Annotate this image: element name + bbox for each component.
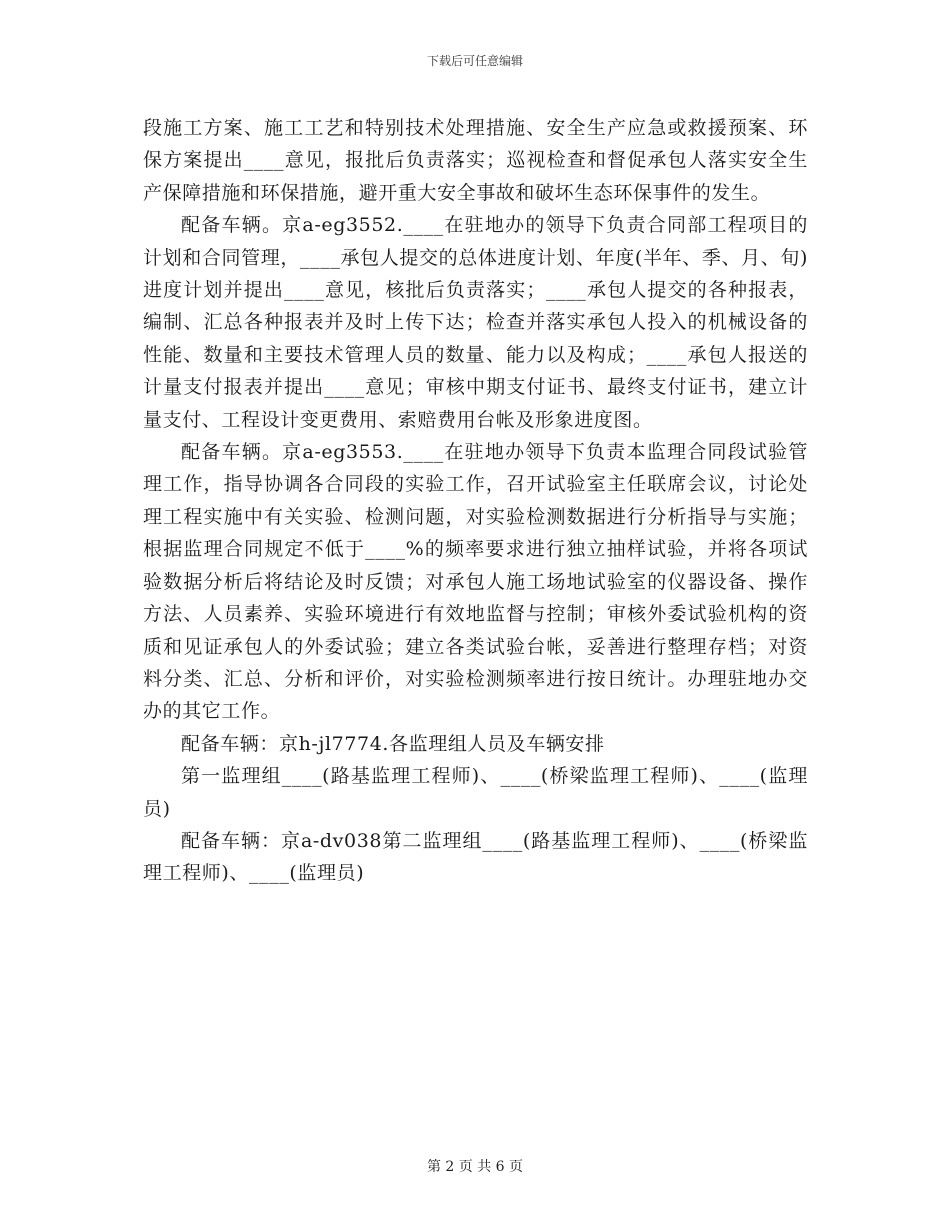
- paragraph-4: 配备车辆：京h-jl7774.各监理组人员及车辆安排: [181, 732, 605, 755]
- paragraph-6: 配备车辆：京a-dv038第二监理组____(路基监理工程师)、____(桥梁监理工程师)、____(监理员): [143, 829, 808, 885]
- page-header: 下载后可任意编辑: [426, 54, 523, 68]
- paragraph-1: 段施工方案、施工工艺和特别技术处理措施、安全生产应急或救援预案、环保方案提出____意见，报批后负责落实；巡视检查和督促承包人落实安全生产保障措施和环保措施，避开重大安全事故和破坏生态环保事件的发生。: [143, 117, 808, 204]
- paragraph-5: 第一监理组____(路基监理工程师)、____(桥梁监理工程师)、____(监理员): [143, 765, 808, 820]
- paragraph-2: 配备车辆。京a-eg3552.____在驻地办的领导下负责合同部工程项目的计划和合同管理，____承包人提交的总体进度计划、年度(半年、季、月、旬)进度计划并提出____意见，核批后负责落实；____承包人提交的各种报表，编制、汇总各种报表并及时上传下达；检查并落实承包人投入的机械设备的性能、数量和主要技术管理人员的数量、能力以及构成；____承包人报送的计量支付报表并提出____意见；审核中期支付证书、最终支付证书，建立计量支付、工程设计变更费用、索赔费用台帐及形象进度图。: [143, 214, 808, 431]
- paragraph-3: 配备车辆。京a-eg3553.____在驻地办领导下负责本监理合同段试验管理工作，指导协调各合同段的实验工作，召开试验室主任联席会议，讨论处理工程实施中有关实验、检测问题，对实验检测数据进行分析指导与实施；根据监理合同规定不低于____%的频率要求进行独立抽样试验，并将各项试验数据分析后将结论及时反馈；对承包人施工场地试验室的仪器设备、操作方法、人员素养、实验环境进行有效地监督与控制；审核外委试验机构的资质和见证承包人的外委试验；建立各类试验台帐，妥善进行整理存档；对资料分类、汇总、分析和评价，对实验检测频率进行按日统计。办理驻地办交办的其它工作。: [143, 441, 808, 723]
- page-footer: 第 2 页 共 6 页: [426, 1159, 524, 1175]
- document-body: [143, 112, 808, 890]
